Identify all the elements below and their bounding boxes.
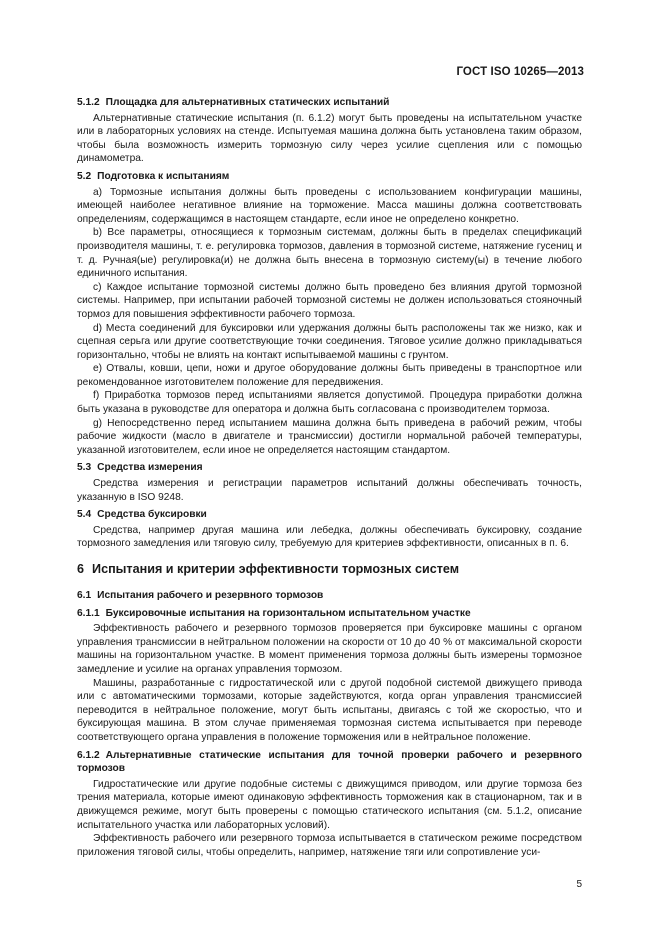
paragraph: Эффективность рабочего или резервного тормоза испытывается в статическом режиме посредством приложения тяговой силы, чтобы определить, например, натяжение тяги или сопротивление уси- [77,833,582,858]
section-5-3-heading: 5.3 Средства измерения [77,462,203,474]
list-item-e: e) Отвалы, ковши, цепи, ножи и другое оборудование должны быть приведены в транспортное или рекомендованное изготовителем положение для передвижения. [77,363,582,388]
section-6-1-2-heading: 6.1.2 Альтернативные статические испытания для точной проверки рабочего и резервного тормозов [77,749,582,775]
paragraph: Эффективность рабочего и резервного тормозов проверяется при буксировке машины с органом управления трансмиссии в нейтральном положении на скорости от 10 до 40 % от максимальной скорости машины на горизонтальном участке. В момент применения тормоза должны быть измерены тормозное замедление и усилие на органах управления тормозом. [77,623,582,675]
paragraph: Средства измерения и регистрации параметров испытаний должны обеспечивать точность, указанную в ISO 9248. [77,478,582,503]
standard-header: ГОСТ ISO 10265—2013 [456,66,584,78]
paragraph: Средства, например другая машина или лебедка, должны обеспечивать буксировку, создание тормозного замедления или тяговую силу, требуемую для критериев эффективности, описанных в п. 6. [77,524,582,550]
paragraph: Машины, разработанные с гидростатической или с другой подобной системой движущего привода или с автоматическими тормозами, которые задействуются, когда орган управления трансмиссией переводится в нейтральное положение, могут быть испытаны, двигаясь с той же скоростью, что и буксирующая машина. В этом случае применяемая тормозная система испытывается при переводе соответствующего органа управления в положение торможения или в нейтральное положение. [77,677,582,743]
list-item-c: c) Каждое испытание тормозной системы должно быть проведено без влияния другой тормозной системы. Например, при испытании рабочей тормозной системы не должен использоваться стояночный тормоз для повышения эффективности рабочего тормоза. [77,281,582,320]
section-5-2-heading: 5.2 Подготовка к испытаниям [77,170,230,182]
section-5-1-2-heading: 5.1.2 Площадка для альтернативных статических испытаний [77,97,390,108]
list-item-g: g) Непосредственно перед испытанием машина должна быть приведена в рабочий режим, чтобы рабочие жидкости (масло в двигателе и трансмиссии) достигли нормальной рабочей температуры, указанной изготовителем, если иное не определяется настоящим стандартом. [77,417,582,456]
page-number: 5 [576,879,582,890]
section-6-1-heading: 6.1 Испытания рабочего и резервного тормозов [77,590,324,601]
list-item-b: b) Все параметры, относящиеся к тормозным системам, должны быть в пределах спецификаций производителя машины, т. е. регулировка тормозов, давления в тормозной системе, натяжение гусениц и т. д. Ручная(ые) регулировка(и) не должна быть внесена в тормозную систему(ы) в течение любого единичного испытания. [77,227,582,280]
list-item-d: d) Места соединений для буксировки или удержания должны быть расположены так же низко, как и сцепная серьга или другие соответствующие точки соединения. Тяговое усилие должно прикладываться горизонтально, чтобы не влиять на контакт испытываемой машины с грунтом. [77,322,582,361]
section-5-4-heading: 5.4 Средства буксировки [77,509,207,521]
section-6-heading: 6 Испытания и критерии эффективности тормозных систем [77,562,460,576]
list-item-a: a) Тормозные испытания должны быть проведены с использованием конфигурации машины, имеющей наиболее негативное влияние на торможение. Масса машины должна соответствовать определениям, содержащимся в настоящем стандарте, если иное не определено конкретно. [77,186,582,225]
section-6-1-1-heading: 6.1.1 Буксировочные испытания на горизонтальном испытательном участке [77,607,471,619]
list-item-f: f) Приработка тормозов перед испытаниями является допустимой. Процедура приработки должна быть указана в руководстве для оператора и должна быть согласована с производителем тормоза. [77,390,582,416]
page-content [77,92,582,859]
paragraph: Альтернативные статические испытания (п. 6.1.2) могут быть проведены на испытательном участке или в лабораторных условиях на стенде. Испытуемая машина должна быть установлена таким образом, чтобы была возможность измерить тормозную силу через усилие сцепления или с помощью динамометра. [77,112,582,165]
paragraph: Гидростатические или другие подобные системы с движущимся приводом, или другие тормоза без трения материала, которые имеют одинаковую эффективность торможения как в стационарном, так и в движущемся режиме, могут быть проверены с помощью статического испытания (см. 5.1.2, описание испытательного участка или лабораторных условий). [77,778,582,831]
